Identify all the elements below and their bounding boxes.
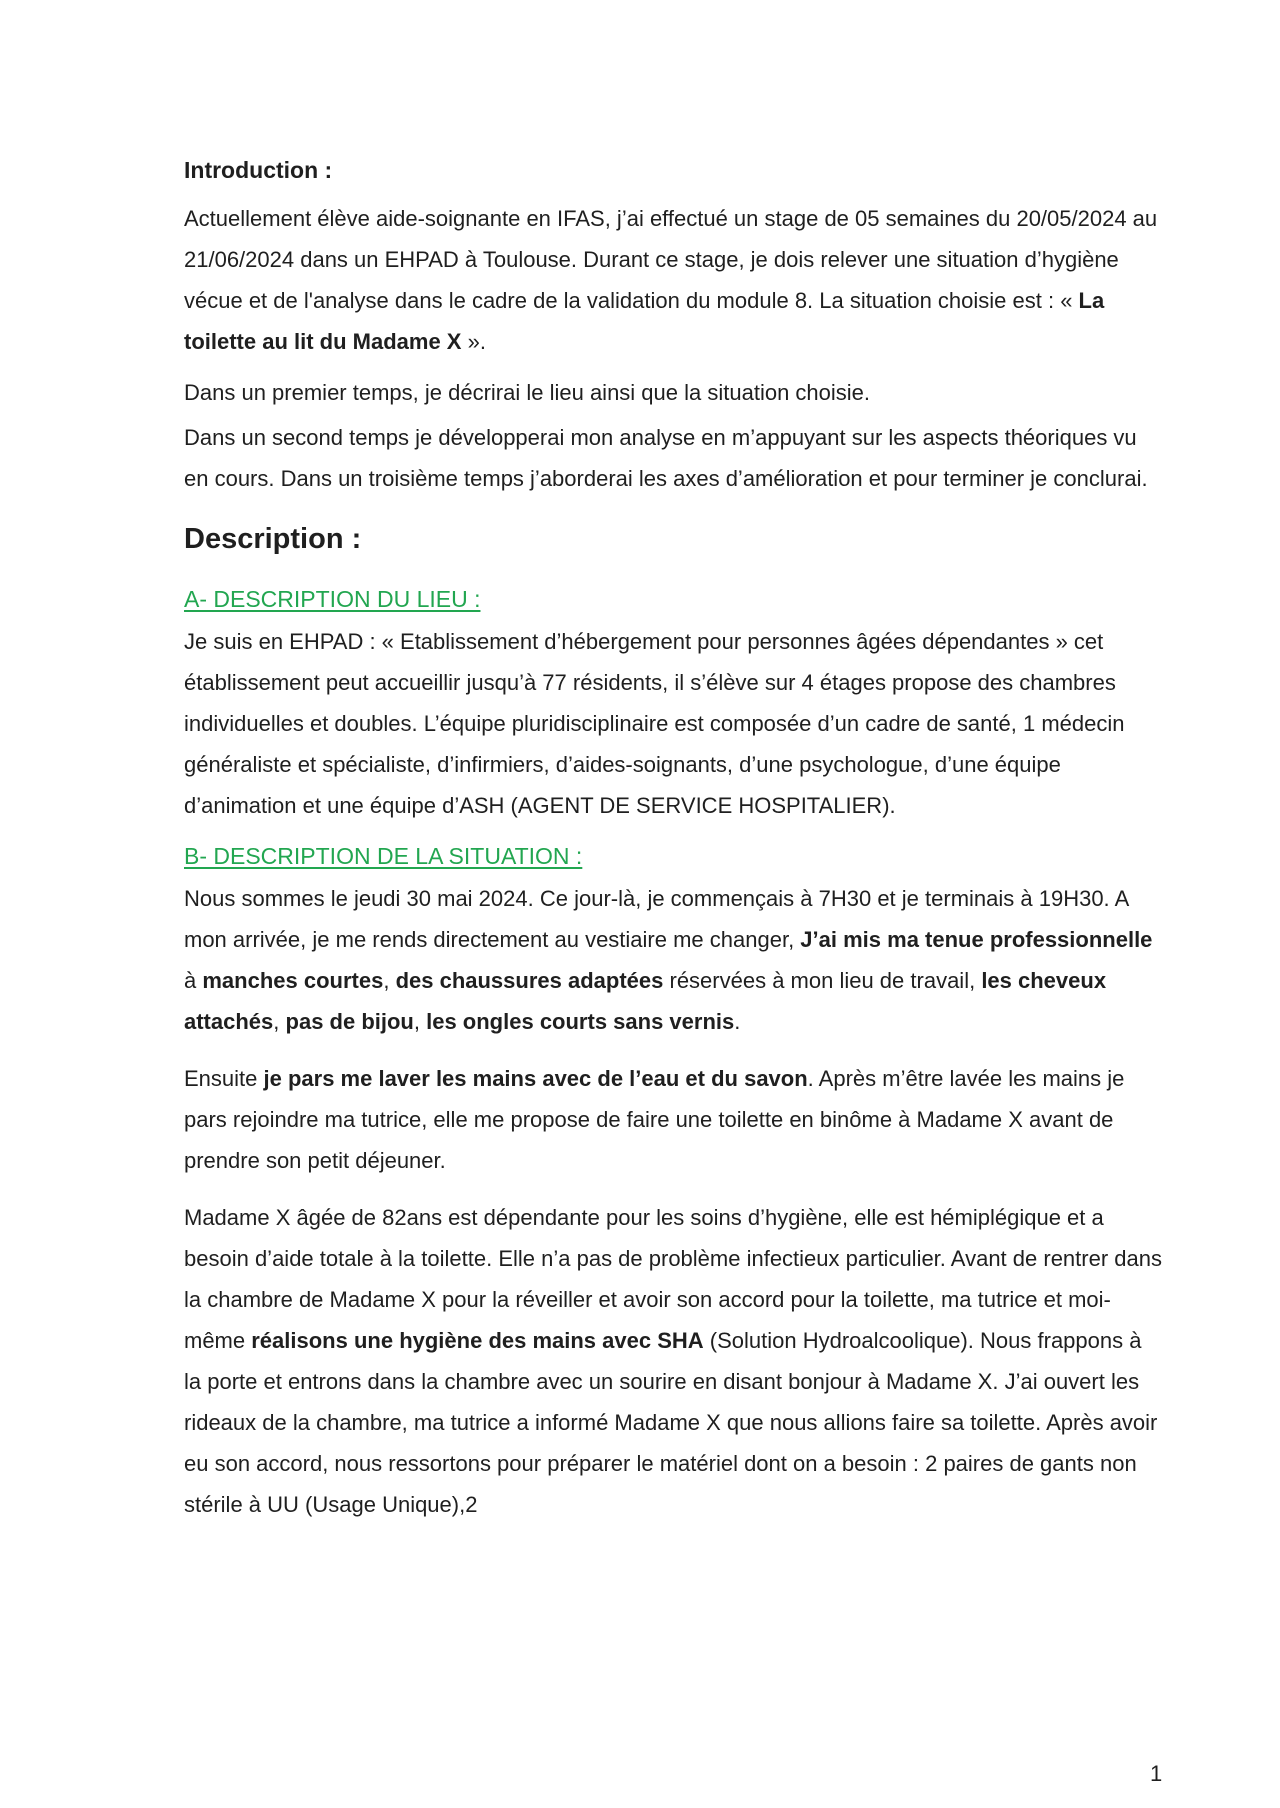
section-b-paragraph-1: Nous sommes le jeudi 30 mai 2024. Ce jour-là, je commençais à 7H30 et je terminais à 19H30. A mon arrivée, je me rends directement au vestiaire me changer, J’ai mis ma tenue professionnelle à manches courtes, des chaussures adaptées réservées à mon lieu de travail, les cheveux attachés, pas de bijou, les ongles courts sans vernis. xyxy=(184,886,1153,1034)
section-a-paragraph: Je suis en EHPAD : « Etablissement d’hébergement pour personnes âgées dépendantes » cet établissement peut accueillir jusqu’à 77 résidents, il s’élève sur 4 étages propose des chambres individuelles et doubles. L’équipe pluridisciplinaire est composée d’un cadre de santé, 1 médecin généraliste et spécialiste, d’infirmiers, d’aides-soignants, d’une psychologue, d’une équipe d’animation et une équipe d’ASH (AGENT DE SERVICE HOSPITALIER). xyxy=(184,629,1125,818)
intro-paragraph-3: Dans un second temps je développerai mon analyse en m’appuyant sur les aspects théoriques vu en cours. Dans un troisième temps j’aborderai les axes d’amélioration et pour terminer je conclurai. xyxy=(184,425,1148,491)
section-b-paragraph-2: Ensuite je pars me laver les mains avec de l’eau et du savon. Après m’être lavée les mains je pars rejoindre ma tutrice, elle me propose de faire une toilette en binôme à Madame X avant de prendre son petit déjeuner. xyxy=(184,1066,1125,1173)
intro-paragraph-1: Actuellement élève aide-soignante en IFAS, j’ai effectué un stage de 05 semaines du 20/05/2024 au 21/06/2024 dans un EHPAD à Toulouse. Durant ce stage, je dois relever une situation d’hygiène vécue et de l'analyse dans le cadre de la validation du module 8. La situation choisie est : « La toilette au lit du Madame X ». xyxy=(184,206,1158,354)
description-heading: Description : xyxy=(184,523,362,555)
section-a-heading: A- DESCRIPTION DU LIEU : xyxy=(184,586,481,612)
section-b-paragraph-3: Madame X âgée de 82ans est dépendante pour les soins d’hygiène, elle est hémiplégique et a besoin d’aide totale à la toilette. Elle n’a pas de problème infectieux particulier. Avant de rentrer dans la chambre de Madame X pour la réveiller et avoir son accord pour la toilette, ma tutrice et moi-même réalisons une hygiène des mains avec SHA (Solution Hydroalcoolique). Nous frappons à la porte et entrons dans la chambre avec un sourire en disant bonjour à Madame X. J’ai ouvert les rideaux de la chambre, ma tutrice a informé Madame X que nous allions faire sa toilette. Après avoir eu son accord, nous ressortons pour préparer le matériel dont on a besoin : 2 paires de gants non stérile à UU (Usage Unique),2 xyxy=(184,1205,1162,1517)
page-number: 1 xyxy=(1150,1761,1163,1786)
intro-paragraph-2: Dans un premier temps, je décrirai le lieu ainsi que la situation choisie. xyxy=(184,380,871,405)
introduction-heading: Introduction : xyxy=(184,157,333,183)
document-body xyxy=(184,150,1164,1525)
section-b-heading: B- DESCRIPTION DE LA SITUATION : xyxy=(184,843,583,869)
